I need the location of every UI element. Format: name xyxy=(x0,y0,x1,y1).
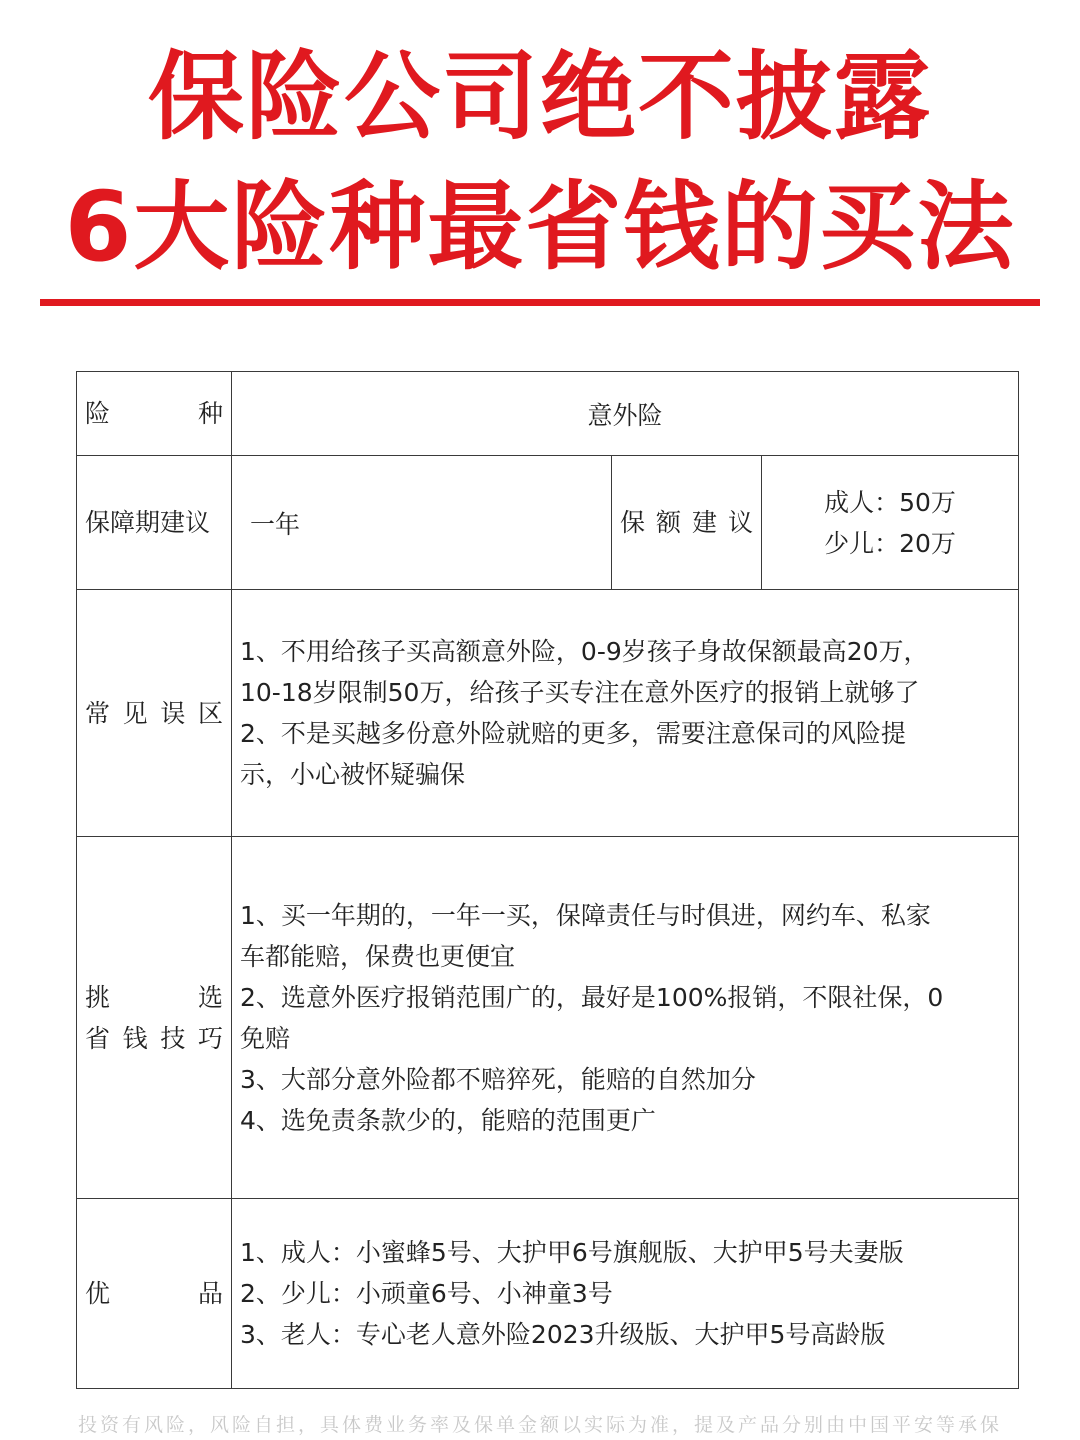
product-line: 1、成人：小蜜蜂5号、大护甲6号旗舰版、大护甲5号夫妻版 xyxy=(240,1238,904,1267)
mistakes-label-cell xyxy=(77,590,232,837)
disclaimer-text: 投资有风险，风险自担，具体费业务率及保单金额以实际为准，提及产品分别由中国平安等承保 xyxy=(77,1414,1002,1436)
amount-child: 少儿：20万 xyxy=(824,528,956,558)
products-label: 优 品 xyxy=(85,1279,223,1308)
table-row-period xyxy=(77,456,1019,590)
table-row-mistakes xyxy=(77,590,1019,837)
tips-content xyxy=(232,837,1019,1199)
products-label-cell xyxy=(77,1199,232,1389)
insurance-info-table xyxy=(76,371,1019,1389)
mistakes-content xyxy=(232,590,1019,837)
tip-line: 车都能赔，保费也更便宜 xyxy=(240,941,516,971)
mistake-line: 1、不用给孩子买高额意外险，0-9岁孩子身故保额最高20万， xyxy=(240,637,929,666)
mistake-line: 10-18岁限制50万，给孩子买专注在意外医疗的报销上就够了 xyxy=(240,678,920,707)
tips-label-cell xyxy=(77,837,232,1199)
tip-line: 1、买一年期的，一年一买，保障责任与时俱进，网约车、私家 xyxy=(240,900,931,930)
tip-line: 4、选免责条款少的，能赔的范围更广 xyxy=(240,1105,656,1135)
page-title-line-1: 保险公司绝不披露 xyxy=(148,41,932,153)
type-label: 险 种 xyxy=(85,399,223,428)
type-value-cell xyxy=(232,372,1019,456)
amount-label: 保 额 建 议 xyxy=(620,508,753,537)
title-underline xyxy=(40,299,1040,306)
tips-label-line-1: 挑 选 xyxy=(85,982,223,1012)
tips-label-line-2: 省 钱 技 巧 xyxy=(85,1023,223,1053)
period-value: 一年 xyxy=(250,509,301,539)
product-line: 2、少儿：小顽童6号、小神童3号 xyxy=(240,1279,613,1308)
amount-label-cell xyxy=(612,456,762,590)
mistake-line: 2、不是买越多份意外险就赔的更多，需要注意保司的风险提 xyxy=(240,719,906,748)
amount-value-cell xyxy=(762,456,1019,590)
table-row-tips xyxy=(77,837,1019,1199)
type-label-cell xyxy=(77,372,232,456)
table-row-products xyxy=(77,1199,1019,1389)
type-value: 意外险 xyxy=(587,400,663,430)
period-label: 保障期建议 xyxy=(85,508,211,537)
products-content xyxy=(232,1199,1019,1389)
amount-adult: 成人：50万 xyxy=(824,487,956,517)
page-title-line-2: 6大险种最省钱的买法 xyxy=(64,171,1016,283)
table-row-type xyxy=(77,372,1019,456)
product-line: 3、老人：专心老人意外险2023升级版、大护甲5号高龄版 xyxy=(240,1320,886,1349)
mistake-line: 示，小心被怀疑骗保 xyxy=(240,760,466,789)
period-label-cell xyxy=(77,456,232,590)
tip-line: 免赔 xyxy=(240,1023,291,1053)
tip-line: 3、大部分意外险都不赔猝死，能赔的自然加分 xyxy=(240,1064,756,1094)
period-value-cell xyxy=(232,456,612,590)
tip-line: 2、选意外医疗报销范围广的，最好是100%报销，不限社保，0 xyxy=(240,982,944,1012)
mistakes-label: 常 见 误 区 xyxy=(85,698,223,728)
